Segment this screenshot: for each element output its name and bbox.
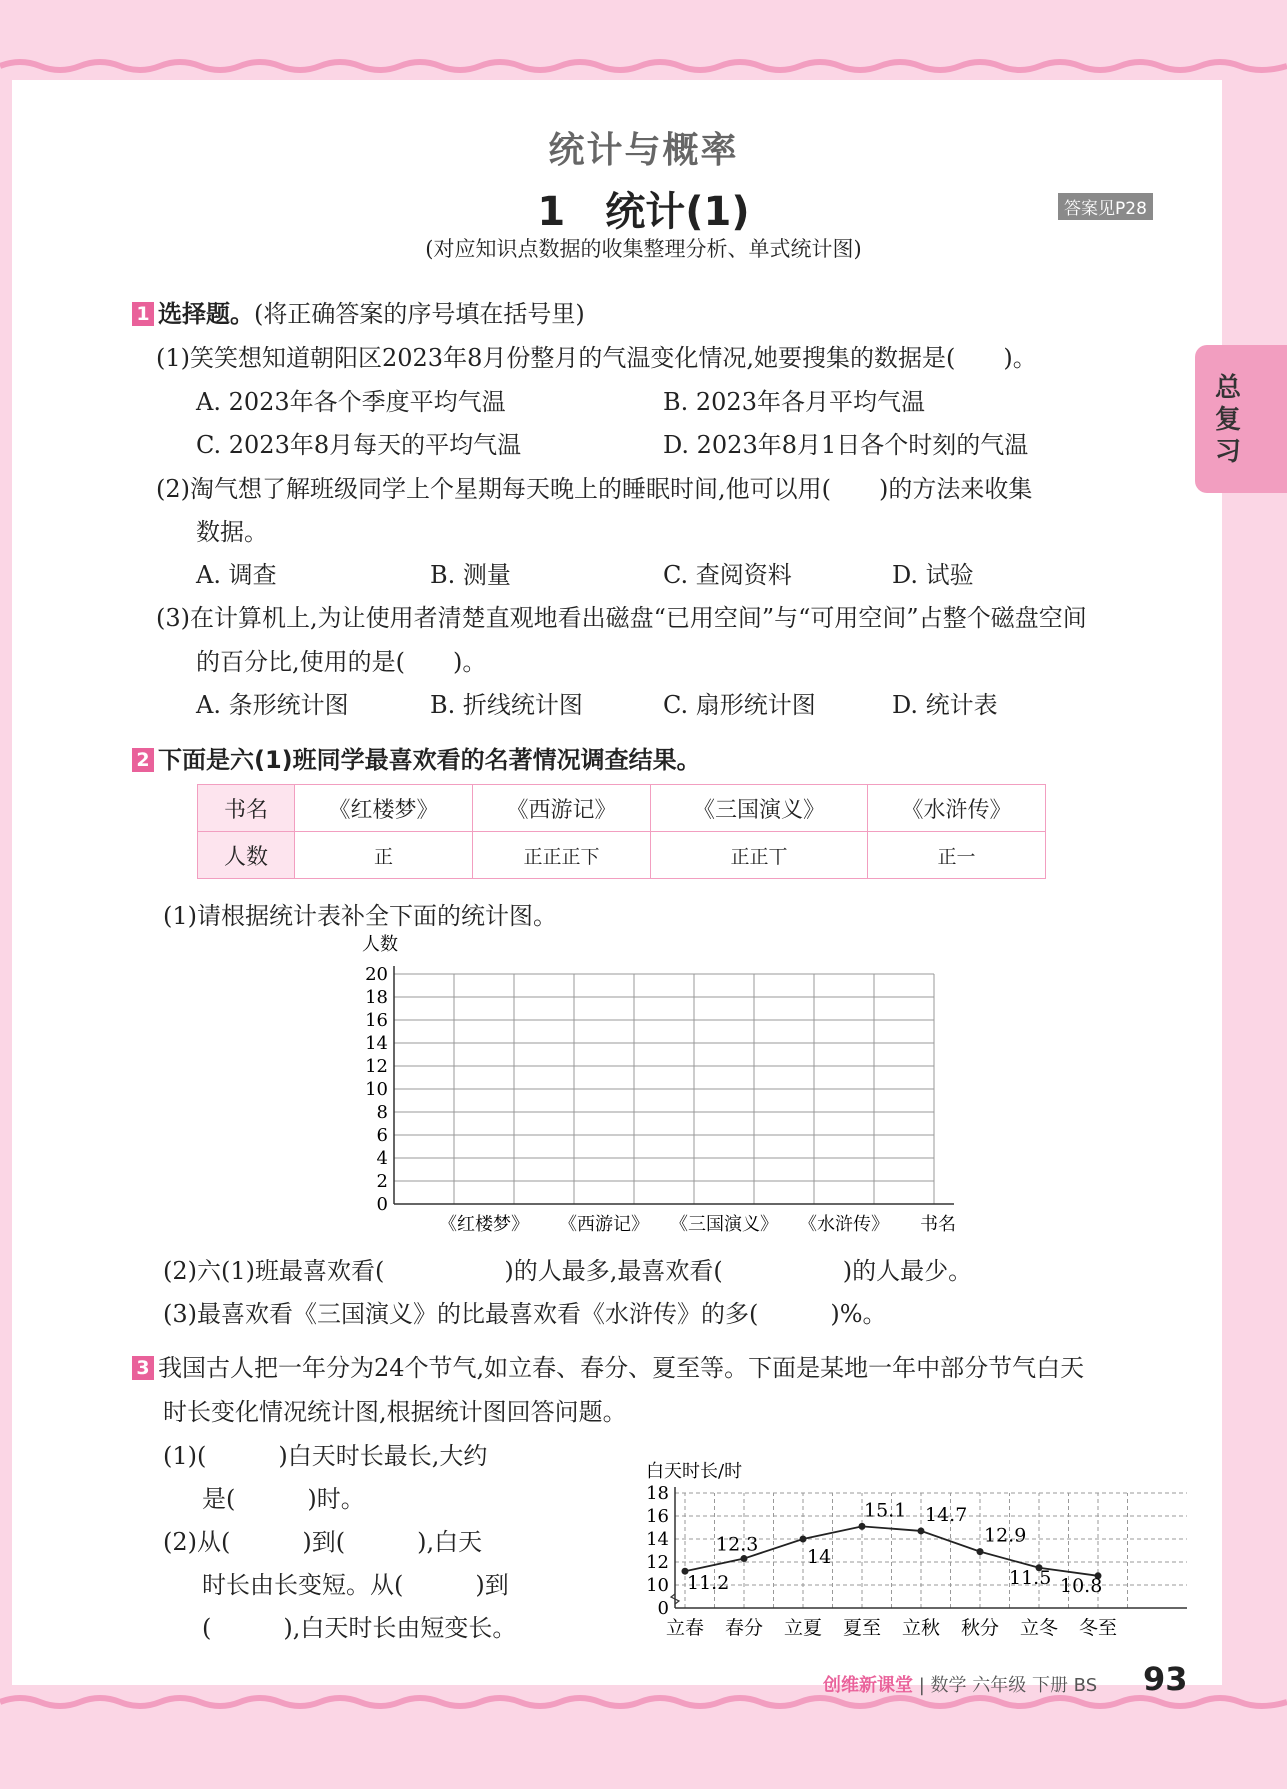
y-tick-label: 0 xyxy=(376,1194,388,1215)
q1-instruction: (将正确答案的序号填在括号里) xyxy=(254,300,585,328)
y-tick-label: 16 xyxy=(646,1506,669,1527)
table-cell-tally: 正正丅 xyxy=(651,832,868,879)
table-cell-tally: 正一 xyxy=(868,832,1046,879)
survey-table xyxy=(197,784,1046,879)
data-label: 11.2 xyxy=(687,1572,730,1595)
y-tick-label: 14 xyxy=(365,1033,388,1054)
q1-sub1-option-c: C. 2023年8月每天的平均气温 xyxy=(196,431,522,459)
q1-sub3-option-c: C. 扇形统计图 xyxy=(663,691,816,719)
data-point xyxy=(859,1523,866,1530)
q1-heading xyxy=(132,294,585,329)
x-tick-label: 《水浒传》 xyxy=(799,1214,889,1235)
x-tick-label: 《三国演义》 xyxy=(670,1214,778,1235)
q3-title-line2: 时长变化情况统计图,根据统计图回答问题。 xyxy=(163,1398,627,1426)
footer-brand: 创维新课堂 xyxy=(823,1675,913,1696)
y-axis-label: 白天时长/时 xyxy=(646,1461,743,1482)
q1-sub2-option-c: C. 查阅资料 xyxy=(663,561,792,589)
table-header-book: 书名 xyxy=(198,785,295,832)
q1-number-badge: 1 xyxy=(132,302,154,326)
q1-sub2-stem-cont: 数据。 xyxy=(196,518,268,546)
data-point xyxy=(977,1548,984,1555)
q3-sub1-line2: 是( )时。 xyxy=(202,1485,365,1513)
q2-sub1: (1)请根据统计表补全下面的统计图。 xyxy=(163,902,557,930)
table-header-count: 人数 xyxy=(198,832,295,879)
knowledge-note: (对应知识点数据的收集整理分析、单式统计图) xyxy=(425,237,862,261)
q1-sub2-option-b: B. 测量 xyxy=(430,561,511,589)
data-point xyxy=(800,1536,807,1543)
page-number: 93 xyxy=(1143,1660,1188,1698)
q1-sub3-option-a: A. 条形统计图 xyxy=(196,691,349,719)
q3-sub2-line1: (2)从( )到( ),白天 xyxy=(163,1528,483,1556)
data-label: 14 xyxy=(807,1546,832,1568)
q3-heading xyxy=(132,1348,1084,1383)
data-label: 15.1 xyxy=(864,1499,907,1522)
q2-heading xyxy=(132,740,701,775)
q1-sub2-option-a: A. 调查 xyxy=(196,561,277,589)
side-tab-label: 总复习 xyxy=(1214,373,1241,467)
q1-sub1-option-b: B. 2023年各月平均气温 xyxy=(663,388,925,416)
data-point xyxy=(918,1527,925,1534)
x-tick-label: 《西游记》 xyxy=(559,1214,649,1235)
table-cell-book: 《红楼梦》 xyxy=(295,785,473,832)
q3-sub2-line2: 时长由长变短。从( )到 xyxy=(202,1571,509,1599)
q1-sub3-stem-cont: 的百分比,使用的是( )。 xyxy=(196,648,487,676)
table-row xyxy=(198,832,1046,879)
x-tick-label: 冬至 xyxy=(1078,1617,1118,1639)
y-tick-label: 10 xyxy=(365,1079,388,1100)
y-tick-label: 14 xyxy=(646,1529,669,1550)
y-tick-label: 16 xyxy=(365,1010,388,1031)
footer-info: 数学 六年级 下册 BS xyxy=(930,1675,1098,1696)
x-tick-label: 《红楼梦》 xyxy=(439,1214,529,1235)
table-cell-tally: 正 xyxy=(295,832,473,879)
q2-title: 下面是六(1)班同学最喜欢看的名著情况调查结果。 xyxy=(158,746,701,774)
answer-reference-badge: 答案见P28 xyxy=(1058,193,1153,220)
table-cell-tally: 正正正下 xyxy=(473,832,651,879)
y-tick-label: 12 xyxy=(365,1056,388,1077)
table-cell-book: 《水浒传》 xyxy=(868,785,1046,832)
x-axis-label: 书名 xyxy=(920,1214,956,1235)
book-bar-chart[interactable] xyxy=(330,930,970,1240)
data-label: 12.9 xyxy=(984,1524,1027,1547)
footer: 创维新课堂 | 数学 六年级 下册 BS xyxy=(823,1675,1098,1696)
x-tick-label: 立夏 xyxy=(783,1617,823,1639)
q2-sub3: (3)最喜欢看《三国演义》的比最喜欢看《水浒传》的多( )%。 xyxy=(163,1300,887,1328)
q1-sub1-option-d: D. 2023年8月1日各个时刻的气温 xyxy=(663,431,1029,459)
q1-sub3-stem: (3)在计算机上,为让使用者清楚直观地看出磁盘“已用空间”与“可用空间”占整个磁盘空间 xyxy=(156,604,1087,632)
q1-sub2-option-d: D. 试验 xyxy=(892,561,974,589)
q3-sub1-line1: (1)( )白天时长最长,大约 xyxy=(163,1442,488,1470)
data-point xyxy=(741,1555,748,1562)
q2-sub2: (2)六(1)班最喜欢看( )的人最多,最喜欢看( )的人最少。 xyxy=(163,1257,973,1285)
q1-sub1-option-a: A. 2023年各个季度平均气温 xyxy=(196,388,506,416)
q3-title-line1: 我国古人把一年分为24个节气,如立春、春分、夏至等。下面是某地一年中部分节气白天 xyxy=(158,1354,1085,1382)
section-title: 1 统计(1) xyxy=(537,189,750,235)
y-tick-label: 10 xyxy=(646,1575,669,1596)
table-cell-book: 《三国演义》 xyxy=(651,785,868,832)
y-tick-label: 8 xyxy=(376,1102,388,1123)
y-tick-label: 6 xyxy=(376,1125,388,1146)
q1-sub1-stem: (1)笑笑想知道朝阳区2023年8月份整月的气温变化情况,她要搜集的数据是( )。 xyxy=(156,344,1037,372)
x-tick-label: 春分 xyxy=(724,1617,764,1639)
table-row xyxy=(198,785,1046,832)
y-axis-label: 人数 xyxy=(362,934,398,955)
x-tick-label: 立秋 xyxy=(901,1617,941,1639)
chapter-title: 统计与概率 xyxy=(548,130,739,171)
data-label: 10.8 xyxy=(1060,1574,1103,1597)
q1-sub3-option-b: B. 折线统计图 xyxy=(430,691,583,719)
y-tick-label: 4 xyxy=(376,1148,388,1169)
y-tick-label: 20 xyxy=(365,964,388,985)
table-cell-book: 《西游记》 xyxy=(473,785,651,832)
x-tick-label: 立冬 xyxy=(1019,1617,1059,1639)
x-tick-label: 秋分 xyxy=(960,1617,1000,1639)
q3-sub2-line3: ( ),白天时长由短变长。 xyxy=(202,1614,517,1642)
q1-sub3-option-d: D. 统计表 xyxy=(892,691,998,719)
x-tick-label: 立春 xyxy=(665,1617,705,1639)
q1-title: 选择题。 xyxy=(158,300,254,328)
y-tick-label: 2 xyxy=(376,1171,388,1192)
q3-number-badge: 3 xyxy=(132,1356,154,1380)
y-tick-label: 0 xyxy=(657,1598,669,1619)
q2-number-badge: 2 xyxy=(132,748,154,772)
x-tick-label: 夏至 xyxy=(842,1617,882,1639)
q1-sub2-stem: (2)淘气想了解班级同学上个星期每天晚上的睡眠时间,他可以用( )的方法来收集 xyxy=(156,475,1033,503)
y-tick-label: 18 xyxy=(365,987,388,1008)
y-tick-label: 12 xyxy=(646,1552,669,1573)
data-label: 11.5 xyxy=(1009,1566,1052,1589)
data-label: 12.3 xyxy=(716,1533,759,1556)
y-tick-label: 18 xyxy=(646,1483,669,1504)
daylight-line-chart xyxy=(630,1455,1190,1640)
data-label: 14.7 xyxy=(925,1503,968,1526)
